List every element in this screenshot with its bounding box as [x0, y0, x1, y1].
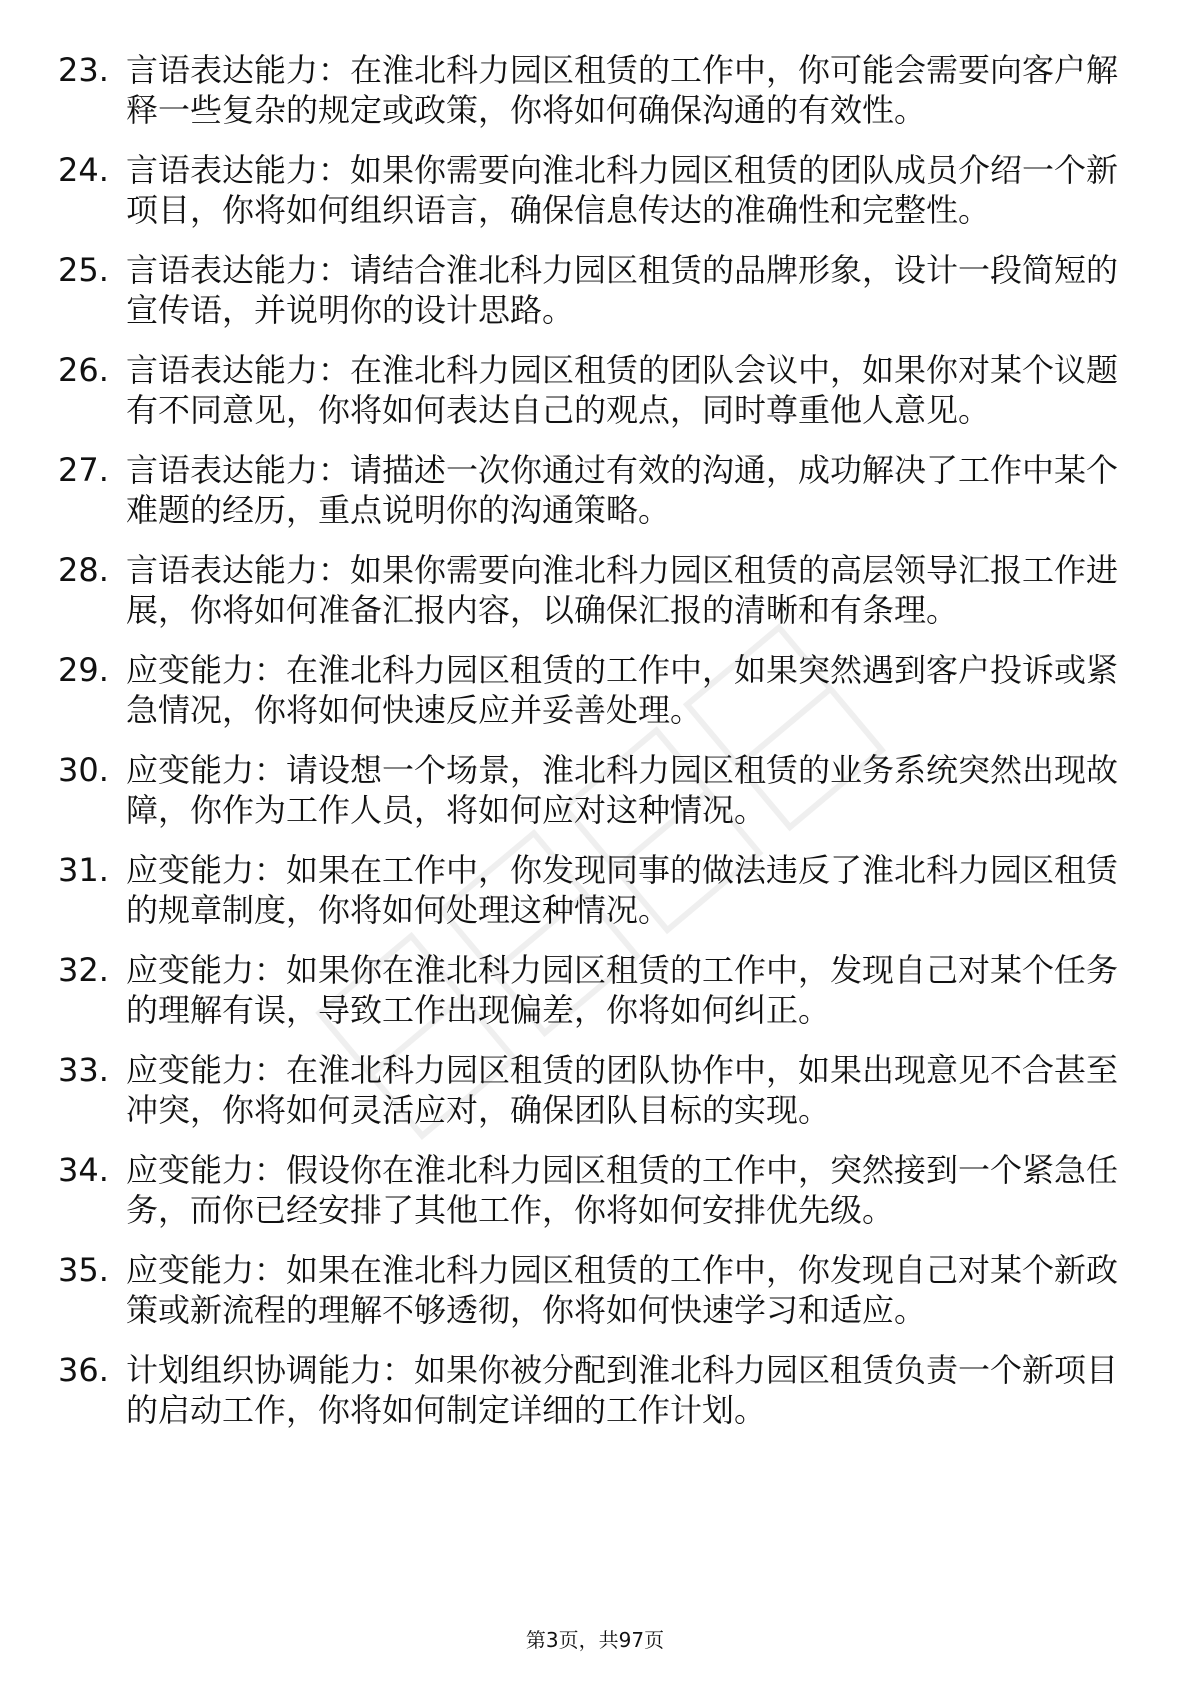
question-number: 27. — [58, 451, 109, 489]
question-number: 35. — [58, 1251, 109, 1289]
question-item — [58, 350, 1138, 430]
question-item — [58, 1350, 1138, 1430]
question-item — [58, 750, 1138, 830]
question-number: 32. — [58, 951, 109, 989]
question-item — [58, 250, 1138, 330]
question-item — [58, 850, 1138, 930]
question-number: 25. — [58, 251, 109, 289]
question-text: 计划组织协调能力：如果你被分配到淮北科力园区租赁负责一个新项目的启动工作，你将如何制定详细的工作计划。 — [126, 1351, 1119, 1429]
question-item — [58, 50, 1138, 130]
question-item — [58, 450, 1138, 530]
question-text: 言语表达能力：如果你需要向淮北科力园区租赁的团队成员介绍一个新项目，你将如何组织语言，确保信息传达的准确性和完整性。 — [126, 151, 1119, 229]
question-number: 23. — [58, 51, 109, 89]
question-item — [58, 1150, 1138, 1230]
question-list — [58, 50, 1138, 1450]
question-text: 应变能力：在淮北科力园区租赁的工作中，如果突然遇到客户投诉或紧急情况，你将如何快速反应并妥善处理。 — [126, 651, 1119, 729]
question-item — [58, 1250, 1138, 1330]
question-number: 26. — [58, 351, 109, 389]
question-number: 31. — [58, 851, 109, 889]
question-text: 应变能力：如果你在淮北科力园区租赁的工作中，发现自己对某个任务的理解有误，导致工作出现偏差，你将如何纠正。 — [126, 951, 1119, 1029]
question-text: 应变能力：假设你在淮北科力园区租赁的工作中，突然接到一个紧急任务，而你已经安排了其他工作，你将如何安排优先级。 — [126, 1151, 1119, 1229]
question-number: 33. — [58, 1051, 109, 1089]
question-item — [58, 150, 1138, 230]
question-text: 应变能力：如果在工作中，你发现同事的做法违反了淮北科力园区租赁的规章制度，你将如何处理这种情况。 — [126, 851, 1119, 929]
question-number: 30. — [58, 751, 109, 789]
question-number: 28. — [58, 551, 109, 589]
question-text: 言语表达能力：如果你需要向淮北科力园区租赁的高层领导汇报工作进展，你将如何准备汇报内容，以确保汇报的清晰和有条理。 — [126, 551, 1119, 629]
question-text: 应变能力：如果在淮北科力园区租赁的工作中，你发现自己对某个新政策或新流程的理解不够透彻，你将如何快速学习和适应。 — [126, 1251, 1119, 1329]
question-number: 29. — [58, 651, 109, 689]
question-item — [58, 950, 1138, 1030]
question-text: 言语表达能力：在淮北科力园区租赁的工作中，你可能会需要向客户解释一些复杂的规定或政策，你将如何确保沟通的有效性。 — [126, 51, 1119, 129]
question-text: 言语表达能力：在淮北科力园区租赁的团队会议中，如果你对某个议题有不同意见，你将如何表达自己的观点，同时尊重他人意见。 — [126, 351, 1119, 429]
question-text: 言语表达能力：请描述一次你通过有效的沟通，成功解决了工作中某个难题的经历，重点说明你的沟通策略。 — [126, 451, 1119, 529]
question-number: 36. — [58, 1351, 109, 1389]
page-footer: 第3页，共97页 — [525, 1628, 665, 1652]
question-item — [58, 650, 1138, 730]
question-number: 34. — [58, 1151, 109, 1189]
question-text: 应变能力：在淮北科力园区租赁的团队协作中，如果出现意见不合甚至冲突，你将如何灵活应对，确保团队目标的实现。 — [126, 1051, 1119, 1129]
question-number: 24. — [58, 151, 109, 189]
question-text: 应变能力：请设想一个场景，淮北科力园区租赁的业务系统突然出现故障，你作为工作人员，将如何应对这种情况。 — [126, 751, 1119, 829]
question-text: 言语表达能力：请结合淮北科力园区租赁的品牌形象，设计一段简短的宣传语，并说明你的设计思路。 — [126, 251, 1119, 329]
question-item — [58, 1050, 1138, 1130]
question-item — [58, 550, 1138, 630]
